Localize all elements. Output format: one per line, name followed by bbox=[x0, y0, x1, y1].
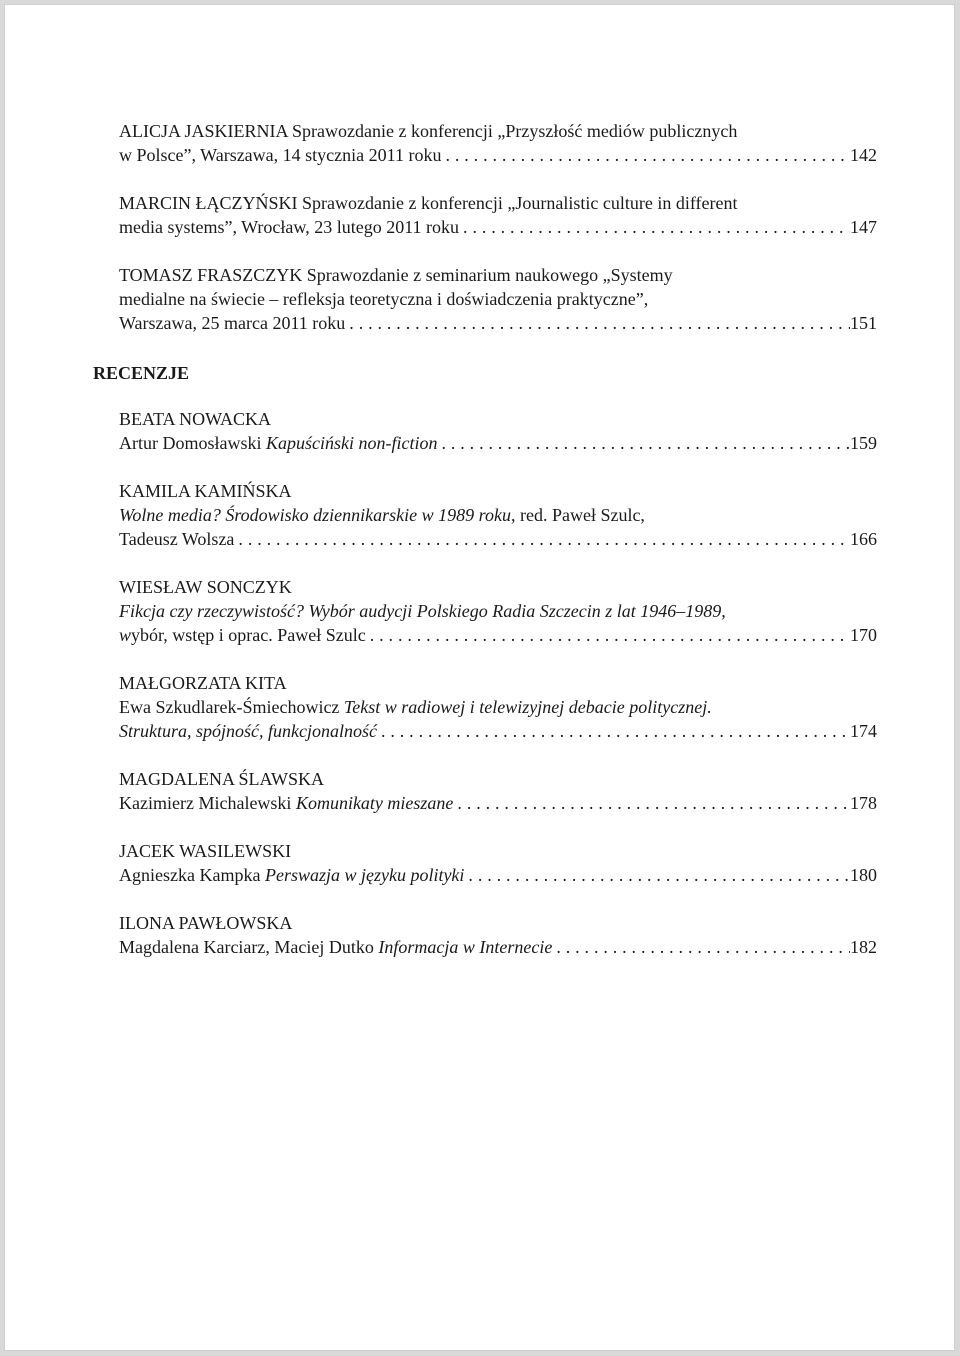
toc-line bbox=[119, 503, 877, 527]
toc-entry-text bbox=[119, 431, 437, 455]
toc-line bbox=[119, 863, 877, 887]
toc-entry-text: Warszawa, 25 marca 2011 roku bbox=[119, 313, 346, 333]
book-author: Magdalena Karciarz, Maciej Dutko bbox=[119, 937, 379, 957]
reviewer-name: MAŁGORZATA KITA bbox=[119, 673, 287, 693]
book-title: Wolne media? Środowisko dziennikarskie w 1989 roku bbox=[119, 505, 511, 525]
dot-leader bbox=[437, 431, 850, 455]
dot-leader bbox=[459, 215, 850, 239]
toc-entry-fraszczyk[interactable] bbox=[119, 263, 877, 335]
book-editors: , red. Paweł Szulc, bbox=[510, 505, 645, 525]
toc-line bbox=[119, 431, 877, 455]
toc-entry-pawlowska[interactable] bbox=[119, 911, 877, 959]
toc-entry-text: media systems”, Wrocław, 23 lutego 2011 roku bbox=[119, 217, 460, 237]
book-author: Ewa Szkudlarek-Śmiechowicz bbox=[119, 697, 344, 717]
reviewer-name: KAMILA KAMIŃSKA bbox=[119, 481, 292, 501]
toc-line bbox=[119, 719, 877, 743]
toc-line bbox=[119, 791, 877, 815]
toc-entry-text: TOMASZ FRASZCZYK Sprawozdanie z seminarium naukowego „Systemy bbox=[119, 265, 673, 285]
toc-entry-kaminska[interactable] bbox=[119, 479, 877, 551]
reviewer-name: BEATA NOWACKA bbox=[119, 409, 272, 429]
book-title: Informacja w Internecie bbox=[378, 937, 553, 957]
toc-entry-kita[interactable] bbox=[119, 671, 877, 743]
toc-entry-jaskiernia[interactable] bbox=[119, 119, 877, 167]
page-number: 147 bbox=[850, 217, 877, 237]
reviewer-name: JACEK WASILEWSKI bbox=[119, 841, 292, 861]
page-number: 178 bbox=[850, 793, 877, 813]
book-title: Fikcja czy rzeczywistość? Wybór audycji Polskiego Radia Szczecin z lat 1946–1989, bbox=[119, 601, 726, 621]
page-number: 159 bbox=[850, 433, 877, 453]
toc-entry-text bbox=[119, 623, 366, 647]
toc-entry-text bbox=[119, 935, 552, 959]
page-number: 182 bbox=[850, 937, 877, 957]
toc-line bbox=[119, 287, 877, 311]
toc-entry-text: ALICJA JASKIERNIA Sprawozdanie z konferencji „Przyszłość mediów publicznych bbox=[119, 121, 738, 141]
book-author: Artur Domosławski bbox=[119, 433, 266, 453]
toc-entry-text bbox=[119, 863, 464, 887]
book-title: Komunikaty mieszane bbox=[295, 793, 454, 813]
toc-entry-text bbox=[119, 695, 712, 719]
book-editors: ybór, wstęp i oprac. Paweł Szulc bbox=[131, 625, 366, 645]
toc-entry-text bbox=[119, 791, 453, 815]
book-author: Agnieszka Kampka bbox=[119, 865, 265, 885]
toc-entry-nowacka[interactable] bbox=[119, 407, 877, 455]
toc-line bbox=[119, 119, 877, 143]
page-number: 142 bbox=[850, 145, 877, 165]
book-title: Kapuściński non-fiction bbox=[266, 433, 438, 453]
toc-line bbox=[119, 695, 877, 719]
toc-line bbox=[119, 215, 877, 239]
dot-leader bbox=[234, 527, 850, 551]
dot-leader bbox=[377, 719, 850, 743]
toc-entry-slawska[interactable] bbox=[119, 767, 877, 815]
dot-leader bbox=[552, 935, 850, 959]
reviewer-name: ILONA PAWŁOWSKA bbox=[119, 913, 293, 933]
toc-entry-text bbox=[119, 719, 377, 743]
book-title: Perswazja w języku polityki bbox=[264, 865, 465, 885]
toc-line bbox=[119, 527, 877, 551]
toc-entry-text bbox=[119, 599, 726, 623]
dot-leader bbox=[453, 791, 850, 815]
book-title: Tekst w radiowej i telewizyjnej debacie politycznej. bbox=[343, 697, 712, 717]
book-author: Kazimierz Michalewski bbox=[119, 793, 296, 813]
dot-leader bbox=[345, 311, 850, 335]
reviewer-name: MAGDALENA ŚLAWSKA bbox=[119, 769, 325, 789]
italic-w: w bbox=[119, 625, 132, 645]
page-number: 151 bbox=[850, 313, 877, 333]
toc-entry-wasilewski[interactable] bbox=[119, 839, 877, 887]
toc-line bbox=[119, 599, 877, 623]
toc-line bbox=[119, 143, 877, 167]
toc-entry-text: Tadeusz Wolsza bbox=[119, 529, 235, 549]
page-number: 170 bbox=[850, 625, 877, 645]
reviewer-name: WIESŁAW SONCZYK bbox=[119, 577, 292, 597]
toc-line bbox=[119, 263, 877, 287]
toc-line bbox=[119, 311, 877, 335]
toc-entry-text: medialne na świecie – refleksja teoretyczna i doświadczenia praktyczne”, bbox=[119, 289, 649, 309]
toc-entry-text: MARCIN ŁĄCZYŃSKI Sprawozdanie z konferencji „Journalistic culture in different bbox=[119, 193, 738, 213]
document-page bbox=[4, 4, 955, 1351]
toc-entry-text bbox=[119, 503, 645, 527]
section-heading: RECENZJE bbox=[93, 363, 190, 383]
toc-line bbox=[119, 935, 877, 959]
dot-leader bbox=[441, 143, 850, 167]
page-number: 180 bbox=[850, 865, 877, 885]
toc-entry-text: w Polsce”, Warszawa, 14 stycznia 2011 roku bbox=[119, 145, 442, 165]
toc-entry-laczynski[interactable] bbox=[119, 191, 877, 239]
page-number: 174 bbox=[850, 721, 877, 741]
toc-entry-sonczyk[interactable] bbox=[119, 575, 877, 647]
dot-leader bbox=[464, 863, 850, 887]
dot-leader bbox=[366, 623, 850, 647]
toc-line bbox=[119, 191, 877, 215]
book-title-continued: Struktura, spójność, funkcjonalność bbox=[119, 721, 377, 741]
page-number: 166 bbox=[850, 529, 877, 549]
toc-line bbox=[119, 623, 877, 647]
